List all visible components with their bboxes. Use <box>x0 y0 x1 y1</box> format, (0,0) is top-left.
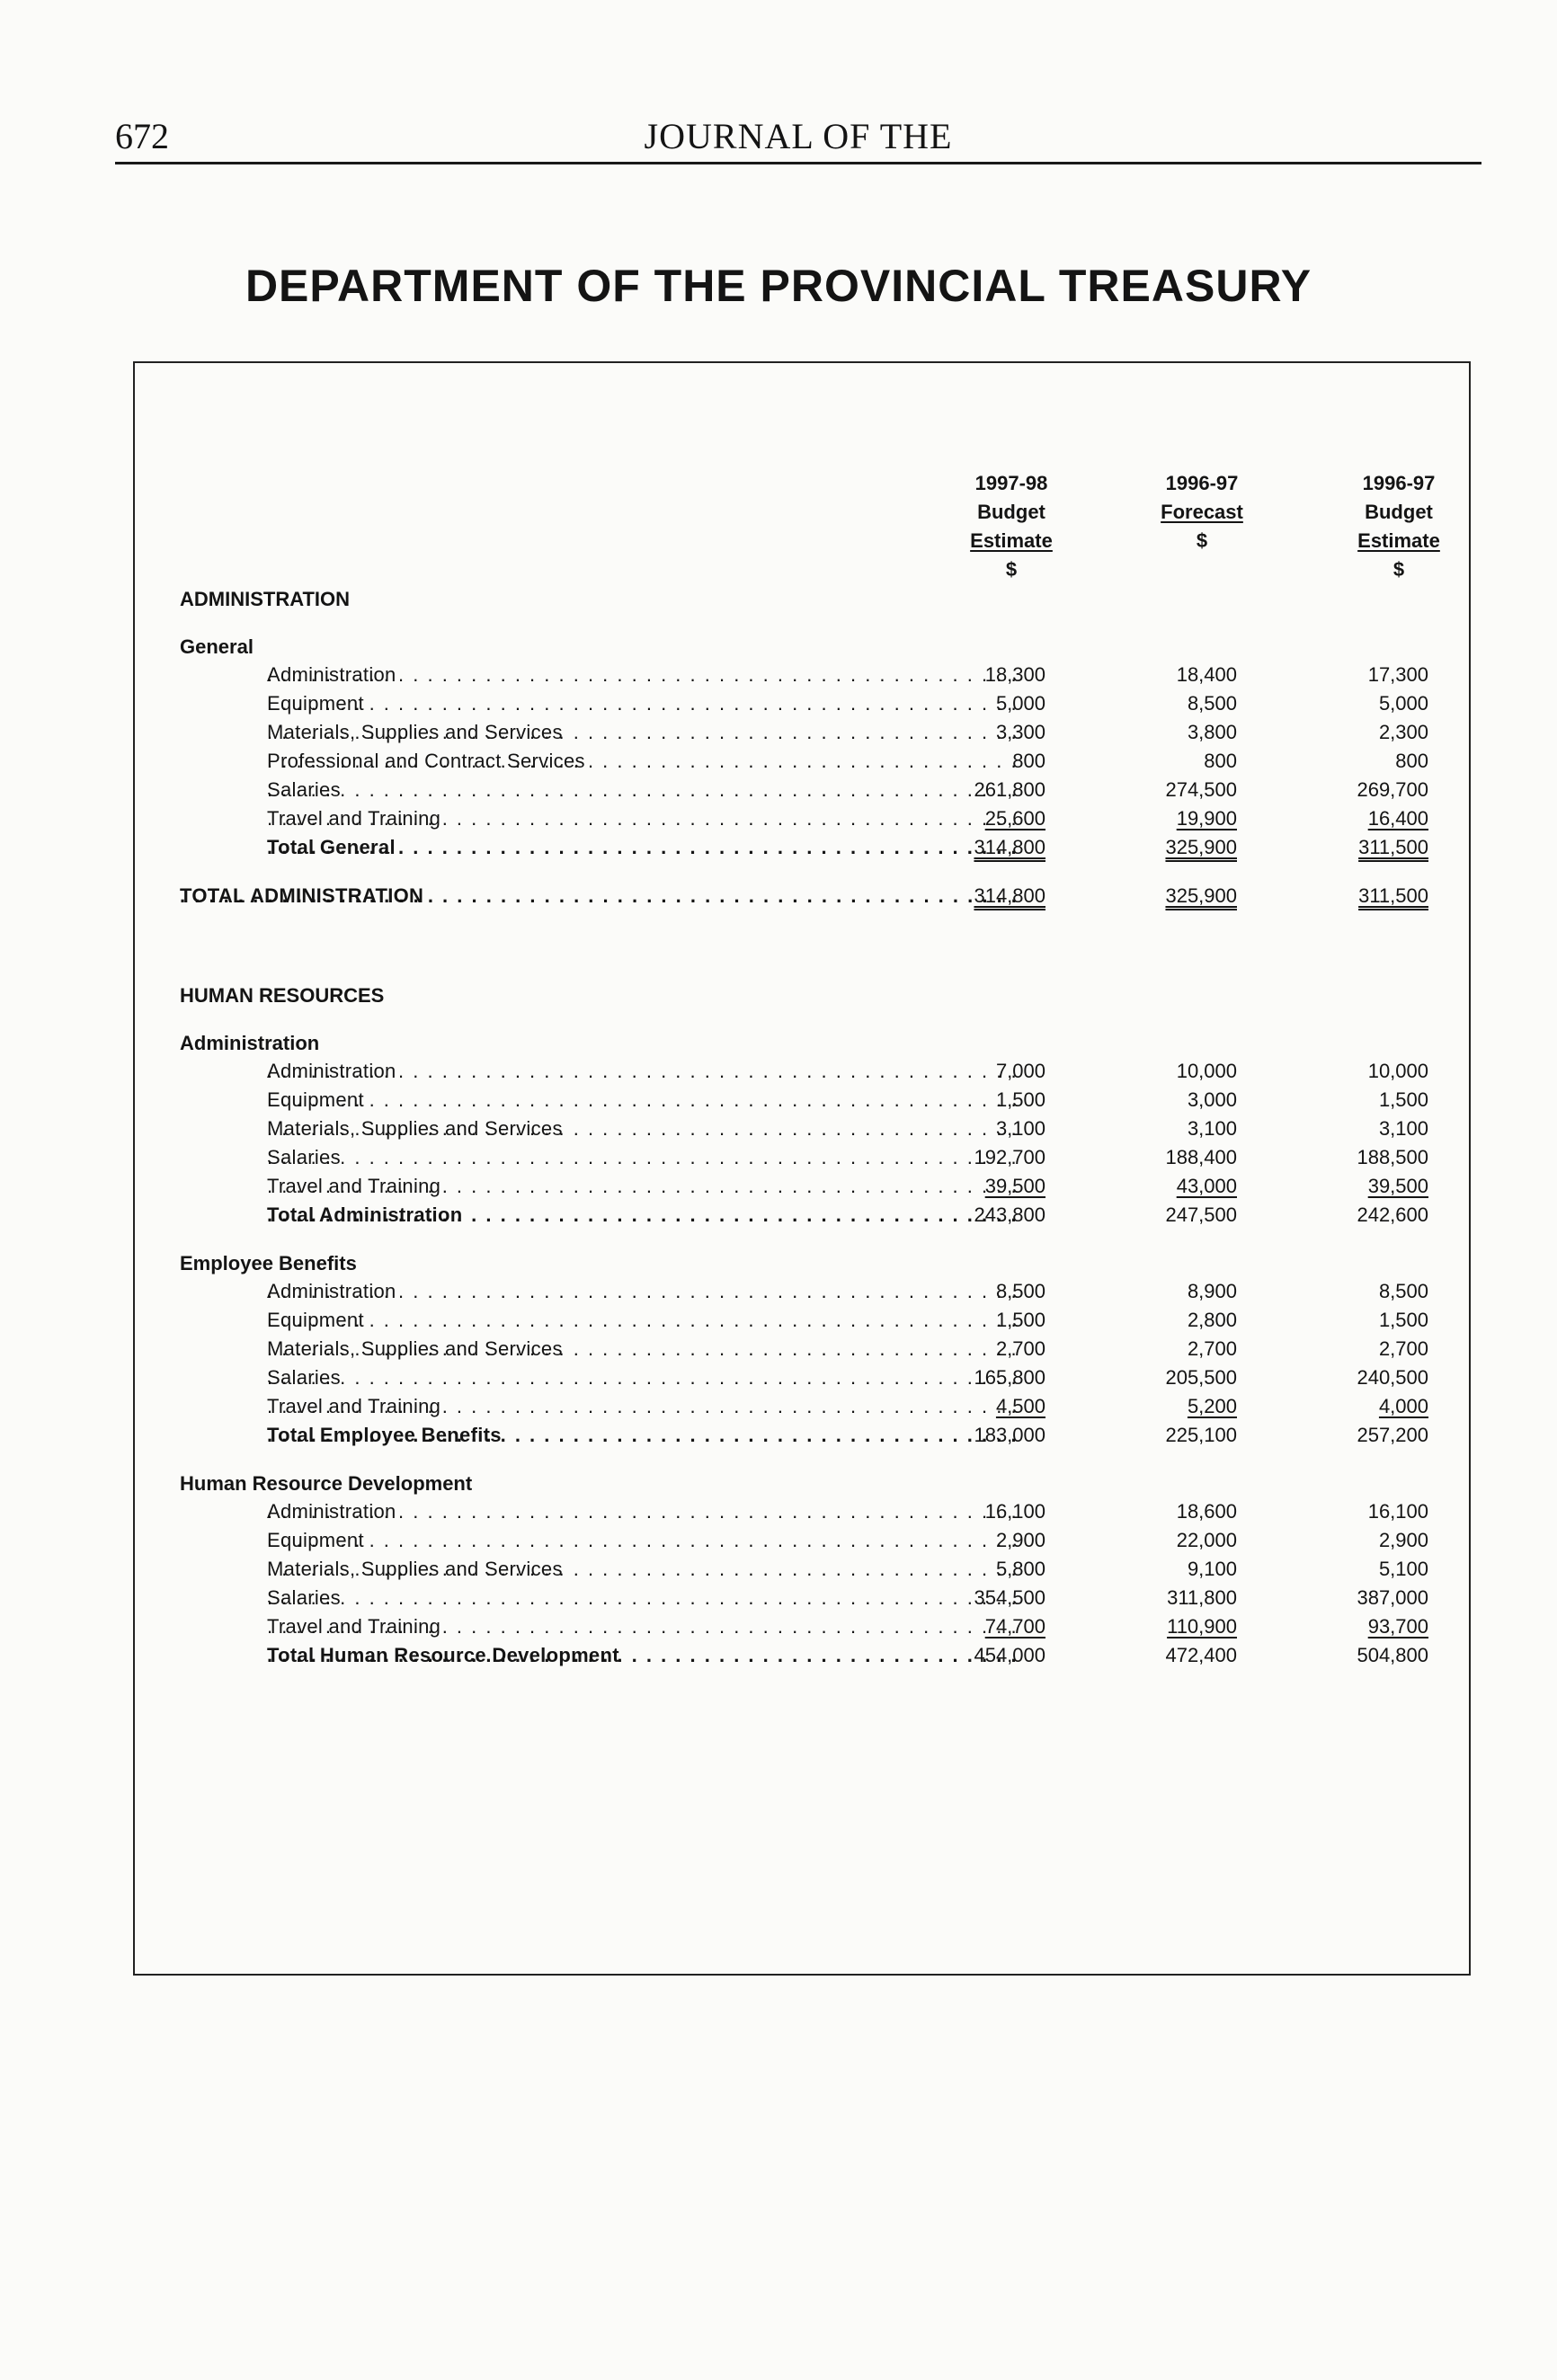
value-1996-97-estimate <box>1285 1584 1428 1612</box>
value-1997-98-estimate <box>902 1277 1045 1306</box>
value-1996-97-forecast <box>1093 1363 1237 1392</box>
table-row <box>180 776 1429 804</box>
value-text: 3,100 <box>1378 1117 1428 1140</box>
value-text: 1,500 <box>995 1088 1045 1111</box>
value-1996-97-forecast <box>1093 1555 1237 1584</box>
value-text: 325,900 <box>1165 836 1237 858</box>
value-1996-97-estimate <box>1285 1172 1428 1201</box>
row-label-text: Administration <box>267 1060 396 1082</box>
value-text: 39,500 <box>1367 1175 1428 1197</box>
value-1997-98-estimate <box>902 1392 1045 1421</box>
value-1997-98-estimate <box>902 1497 1045 1526</box>
value-1996-97-estimate <box>1285 661 1428 689</box>
value-1996-97-forecast <box>1093 689 1237 718</box>
row-label-text: Materials, Supplies and Services <box>267 1117 563 1140</box>
row-label-text: Salaries <box>267 1146 341 1168</box>
value-1996-97-estimate <box>1285 718 1428 747</box>
value-1997-98-estimate <box>902 1421 1045 1450</box>
value-text: 3,100 <box>995 1117 1045 1140</box>
value-1996-97-estimate <box>1285 1335 1428 1363</box>
value-1996-97-forecast <box>1093 833 1237 862</box>
table-section <box>180 661 1429 862</box>
table-row-total <box>180 1201 1429 1230</box>
table-row <box>180 1363 1429 1392</box>
value-text: 93,700 <box>1367 1615 1428 1638</box>
value-1996-97-estimate <box>1285 1201 1428 1230</box>
value-1997-98-estimate <box>902 1143 1045 1172</box>
value-1997-98-estimate <box>902 833 1045 862</box>
value-text: 8,900 <box>1187 1280 1237 1302</box>
row-label-text: Travel and Training <box>267 1615 441 1638</box>
value-text: 4,000 <box>1378 1395 1428 1417</box>
value-text: 243,800 <box>974 1203 1045 1226</box>
row-label-text: Equipment <box>267 1309 364 1331</box>
value-text: 274,500 <box>1165 778 1237 801</box>
column-header-1996-97-forecast <box>1134 469 1269 555</box>
table-row <box>180 1335 1429 1363</box>
row-label-text: Total Administration <box>267 1203 463 1226</box>
value-text: 43,000 <box>1176 1175 1237 1197</box>
page-header <box>115 115 1481 164</box>
value-1996-97-estimate <box>1285 804 1428 833</box>
value-text: 4,500 <box>995 1395 1045 1417</box>
table-row-total <box>180 1641 1429 1670</box>
value-1997-98-estimate <box>902 1555 1045 1584</box>
column-header-1997-98-estimate <box>944 469 1079 584</box>
value-text: 257,200 <box>1357 1424 1428 1446</box>
value-text: 1,500 <box>995 1309 1045 1331</box>
value-1997-98-estimate <box>902 1641 1045 1670</box>
value-1996-97-forecast <box>1093 1641 1237 1670</box>
value-1997-98-estimate <box>902 689 1045 718</box>
value-text: 16,100 <box>1367 1500 1428 1523</box>
value-1996-97-estimate <box>1285 1086 1428 1115</box>
value-text: 240,500 <box>1357 1366 1428 1389</box>
row-label-text: Total Employee Benefits <box>267 1424 502 1446</box>
row-label-text: Salaries <box>267 778 341 801</box>
value-text: 800 <box>1204 750 1237 772</box>
table-section <box>180 1497 1429 1670</box>
column-header-line: Budget <box>977 501 1045 523</box>
subsection-title: Employee Benefits <box>180 1252 357 1274</box>
value-1997-98-estimate <box>902 1172 1045 1201</box>
value-1997-98-estimate <box>902 882 1045 910</box>
table-section <box>180 1277 1429 1450</box>
value-1997-98-estimate <box>902 776 1045 804</box>
table-row <box>180 1306 1429 1335</box>
row-label-text: Administration <box>267 1280 396 1302</box>
page-number: 672 <box>115 116 169 156</box>
value-text: 5,000 <box>1378 692 1428 715</box>
value-text: 2,900 <box>995 1529 1045 1551</box>
value-text: 5,100 <box>1378 1558 1428 1580</box>
value-text: 225,100 <box>1165 1424 1237 1446</box>
value-1996-97-forecast <box>1093 1143 1237 1172</box>
value-text: 8,500 <box>1187 692 1237 715</box>
value-text: 1,500 <box>1378 1309 1428 1331</box>
value-1997-98-estimate <box>902 1612 1045 1641</box>
value-text: 2,800 <box>1187 1309 1237 1331</box>
value-text: 2,700 <box>1378 1337 1428 1360</box>
value-1997-98-estimate <box>902 1201 1045 1230</box>
value-1996-97-estimate <box>1285 689 1428 718</box>
value-1996-97-forecast <box>1093 661 1237 689</box>
value-text: 800 <box>1395 750 1428 772</box>
table-row <box>180 1143 1429 1172</box>
table-row-grand-total <box>180 882 1429 910</box>
value-text: 183,000 <box>974 1424 1045 1446</box>
value-text: 188,500 <box>1357 1146 1428 1168</box>
column-header-line: 1996-97 <box>1165 472 1239 494</box>
value-1997-98-estimate <box>902 1584 1045 1612</box>
table-row <box>180 1612 1429 1641</box>
value-text: 311,500 <box>1358 836 1428 858</box>
value-1997-98-estimate <box>902 718 1045 747</box>
value-1996-97-forecast <box>1093 1086 1237 1115</box>
column-unit: $ <box>1196 529 1208 552</box>
value-text: 261,800 <box>974 778 1045 801</box>
value-text: 205,500 <box>1165 1366 1237 1389</box>
value-text: 39,500 <box>984 1175 1045 1197</box>
row-label-text: Salaries <box>267 1586 341 1609</box>
column-unit: $ <box>1005 558 1018 581</box>
value-text: 3,100 <box>1187 1117 1237 1140</box>
value-1997-98-estimate <box>902 1363 1045 1392</box>
table-row-total <box>180 833 1429 862</box>
value-text: 8,500 <box>1378 1280 1428 1302</box>
value-1996-97-forecast <box>1093 1497 1237 1526</box>
value-1996-97-forecast <box>1093 776 1237 804</box>
row-label-text: Materials, Supplies and Services <box>267 721 563 743</box>
row-label <box>180 882 1019 910</box>
value-1997-98-estimate <box>902 747 1045 776</box>
table-row <box>180 1086 1429 1115</box>
row-label-text: Travel and Training <box>267 807 441 830</box>
row-label-text: Total General <box>267 836 396 858</box>
value-1996-97-estimate <box>1285 747 1428 776</box>
table-row <box>180 804 1429 833</box>
section-title: HUMAN RESOURCES <box>180 984 385 1007</box>
column-header-line: Estimate <box>970 529 1053 552</box>
column-unit: $ <box>1392 558 1405 581</box>
value-1996-97-estimate <box>1285 1306 1428 1335</box>
value-text: 800 <box>1012 750 1045 772</box>
value-1996-97-forecast <box>1093 1201 1237 1230</box>
value-1996-97-estimate <box>1285 1277 1428 1306</box>
table-row <box>180 1057 1429 1086</box>
table-row <box>180 689 1429 718</box>
value-text: 10,000 <box>1367 1060 1428 1082</box>
value-text: 454,000 <box>974 1644 1045 1666</box>
value-1996-97-estimate <box>1285 1497 1428 1526</box>
value-1996-97-estimate <box>1285 1363 1428 1392</box>
value-text: 188,400 <box>1165 1146 1237 1168</box>
value-1996-97-forecast <box>1093 1335 1237 1363</box>
table-row <box>180 1526 1429 1555</box>
value-text: 18,400 <box>1176 663 1237 686</box>
table-section <box>180 1057 1429 1230</box>
value-text: 2,700 <box>1187 1337 1237 1360</box>
estimates-table-frame <box>133 361 1471 1976</box>
value-1996-97-forecast <box>1093 1277 1237 1306</box>
value-text: 242,600 <box>1357 1203 1428 1226</box>
value-1996-97-forecast <box>1093 1057 1237 1086</box>
value-1996-97-estimate <box>1285 1555 1428 1584</box>
table-row <box>180 661 1429 689</box>
value-text: 2,900 <box>1378 1529 1428 1551</box>
table-row <box>180 1584 1429 1612</box>
estimates-table <box>180 469 1440 1670</box>
value-text: 8,500 <box>995 1280 1045 1302</box>
row-label-text: Salaries <box>267 1366 341 1389</box>
running-title: JOURNAL OF THE <box>644 116 953 156</box>
table-row <box>180 1392 1429 1421</box>
table-row-total <box>180 1421 1429 1450</box>
value-text: 17,300 <box>1367 663 1428 686</box>
value-1997-98-estimate <box>902 1057 1045 1086</box>
value-text: 22,000 <box>1176 1529 1237 1551</box>
value-1996-97-estimate <box>1285 1526 1428 1555</box>
value-1996-97-forecast <box>1093 1172 1237 1201</box>
value-1996-97-estimate <box>1285 1421 1428 1450</box>
value-1996-97-forecast <box>1093 747 1237 776</box>
row-label-text: Professional and Contract Services <box>267 750 585 772</box>
row-label-text: Administration <box>267 1500 396 1523</box>
value-1996-97-forecast <box>1093 882 1237 910</box>
value-1997-98-estimate <box>902 1526 1045 1555</box>
value-text: 325,900 <box>1165 884 1237 907</box>
value-text: 472,400 <box>1165 1644 1237 1666</box>
row-label-text: Total Human Resource Development <box>267 1644 619 1666</box>
row-label-text: Equipment <box>267 692 364 715</box>
value-text: 5,800 <box>995 1558 1045 1580</box>
value-text: 9,100 <box>1187 1558 1237 1580</box>
column-headers <box>180 469 1440 586</box>
value-text: 269,700 <box>1357 778 1428 801</box>
subsection-title: Human Resource Development <box>180 1472 473 1495</box>
table-row <box>180 1497 1429 1526</box>
department-title: DEPARTMENT OF THE PROVINCIAL TREASURY <box>245 261 1312 311</box>
value-text: 387,000 <box>1357 1586 1428 1609</box>
value-text: 18,600 <box>1176 1500 1237 1523</box>
value-text: 314,800 <box>974 884 1045 907</box>
value-text: 10,000 <box>1176 1060 1237 1082</box>
table-row <box>180 1555 1429 1584</box>
value-1996-97-forecast <box>1093 1526 1237 1555</box>
value-text: 2,700 <box>995 1337 1045 1360</box>
value-text: 16,400 <box>1367 807 1428 830</box>
value-text: 18,300 <box>984 663 1045 686</box>
section-title: ADMINISTRATION <box>180 588 351 610</box>
subsection-title: Administration <box>180 1032 320 1054</box>
table-row <box>180 718 1429 747</box>
value-1996-97-forecast <box>1093 1115 1237 1143</box>
value-1996-97-forecast <box>1093 1421 1237 1450</box>
value-text: 5,200 <box>1187 1395 1237 1417</box>
value-1996-97-forecast <box>1093 1612 1237 1641</box>
value-text: 354,500 <box>974 1586 1045 1609</box>
row-label-text: Materials, Supplies and Services <box>267 1558 563 1580</box>
value-text: 311,500 <box>1358 884 1428 907</box>
value-1996-97-forecast <box>1093 1392 1237 1421</box>
row-label-text: TOTAL ADMINISTRATION <box>180 884 424 907</box>
value-text: 3,000 <box>1187 1088 1237 1111</box>
table-row <box>180 747 1429 776</box>
value-1997-98-estimate <box>902 1306 1045 1335</box>
value-text: 7,000 <box>995 1060 1045 1082</box>
value-1997-98-estimate <box>902 1086 1045 1115</box>
value-1996-97-estimate <box>1285 776 1428 804</box>
value-1996-97-estimate <box>1285 1143 1428 1172</box>
value-1997-98-estimate <box>902 1335 1045 1363</box>
row-label-text: Travel and Training <box>267 1395 441 1417</box>
row-label-text: Equipment <box>267 1529 364 1551</box>
column-header-line: Forecast <box>1161 501 1243 523</box>
table-row <box>180 1172 1429 1201</box>
value-1996-97-estimate <box>1285 882 1428 910</box>
subsection-title: General <box>180 635 254 658</box>
value-1996-97-forecast <box>1093 1584 1237 1612</box>
column-header-line: Estimate <box>1357 529 1440 552</box>
column-header-line: Budget <box>1365 501 1433 523</box>
value-1996-97-estimate <box>1285 1057 1428 1086</box>
value-text: 1,500 <box>1378 1088 1428 1111</box>
value-1996-97-forecast <box>1093 718 1237 747</box>
value-1997-98-estimate <box>902 804 1045 833</box>
column-header-1996-97-estimate <box>1331 469 1466 584</box>
value-text: 25,600 <box>984 807 1045 830</box>
value-text: 247,500 <box>1165 1203 1237 1226</box>
table-row <box>180 1115 1429 1143</box>
row-label-text: Travel and Training <box>267 1175 441 1197</box>
value-text: 110,900 <box>1167 1615 1237 1638</box>
value-1996-97-estimate <box>1285 833 1428 862</box>
row-label-text: Equipment <box>267 1088 364 1111</box>
value-text: 3,300 <box>995 721 1045 743</box>
value-1996-97-estimate <box>1285 1115 1428 1143</box>
value-1996-97-estimate <box>1285 1392 1428 1421</box>
value-1997-98-estimate <box>902 1115 1045 1143</box>
value-1997-98-estimate <box>902 661 1045 689</box>
row-label-text: Materials, Supplies and Services <box>267 1337 563 1360</box>
table-row <box>180 1277 1429 1306</box>
value-1996-97-estimate <box>1285 1612 1428 1641</box>
value-text: 16,100 <box>984 1500 1045 1523</box>
value-text: 192,700 <box>974 1146 1045 1168</box>
value-1996-97-forecast <box>1093 804 1237 833</box>
value-text: 165,800 <box>974 1366 1045 1389</box>
value-1996-97-forecast <box>1093 1306 1237 1335</box>
value-text: 5,000 <box>995 692 1045 715</box>
value-text: 2,300 <box>1378 721 1428 743</box>
column-header-line: 1997-98 <box>974 472 1048 494</box>
value-text: 74,700 <box>984 1615 1045 1638</box>
value-text: 504,800 <box>1357 1644 1428 1666</box>
value-text: 314,800 <box>974 836 1045 858</box>
value-text: 3,800 <box>1187 721 1237 743</box>
value-1996-97-estimate <box>1285 1641 1428 1670</box>
value-text: 311,800 <box>1167 1586 1237 1609</box>
row-label-text: Administration <box>267 663 396 686</box>
column-header-line: 1996-97 <box>1362 472 1436 494</box>
value-text: 19,900 <box>1176 807 1237 830</box>
